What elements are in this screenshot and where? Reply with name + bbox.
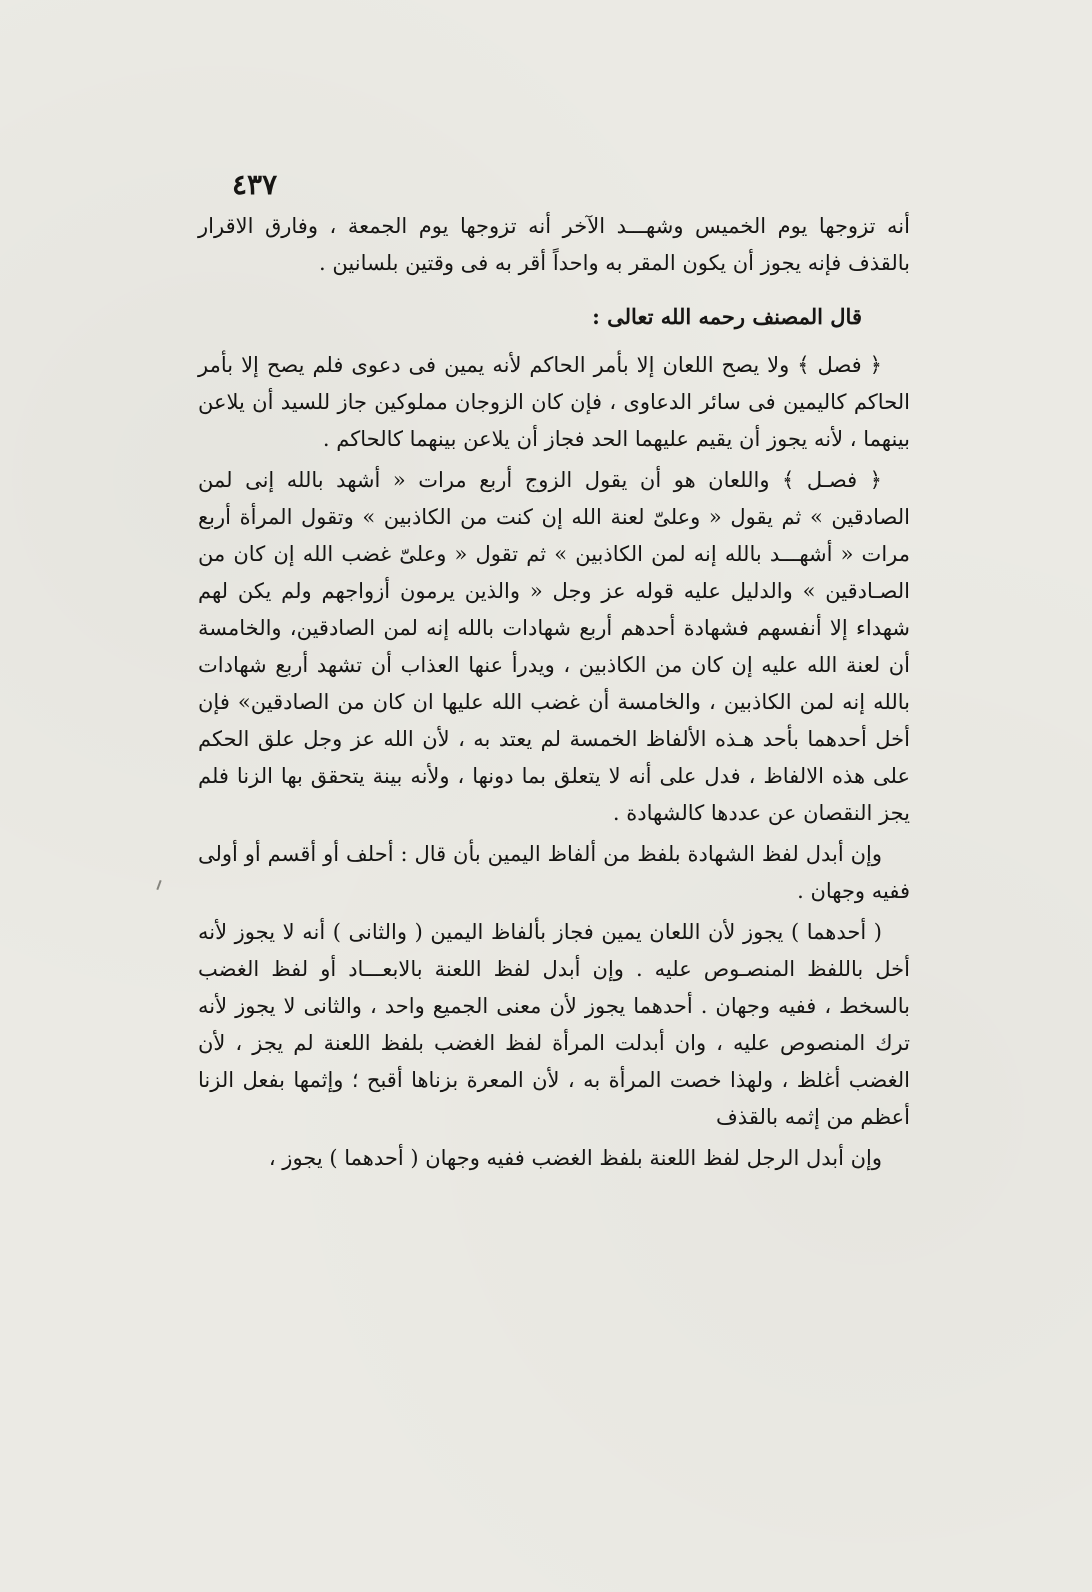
paragraph-fasl-1: ﴿ فصل ﴾ ولا يصح اللعان إلا بأمر الحاكم لأنه يمين فى دعوى فلم يصح إلا بأمر الحاكم كاليمين فى سائر الدعاوى ، فإن كان الزوجان مملوكين جاز للسيد أن يلاعن بينهما ، لأنه يجوز أن يقيم عليهما الحد فجاز أن يلاعن بينهما كالحاكم . xyxy=(198,353,910,451)
paragraph-continuation: أنه تزوجها يوم الخميس وشهـــد الآخر أنه تزوجها يوم الجمعة ، وفارق الاقرار بالقذف فإنه يجوز أن يكون المقر به واحداً أقر به فى وقتين بلسانين . xyxy=(198,214,910,275)
margin-mark xyxy=(156,880,161,890)
page-number: ٤٣٧ xyxy=(232,168,278,201)
paragraph-oath-substitution: وإن أبدل لفظ الشهادة بلفظ من ألفاظ اليمين بأن قال : أحلف أو أقسم أو أولى ففيه وجهان . xyxy=(198,842,910,903)
paragraph-final: وإن أبدل الرجل لفظ اللعنة بلفظ الغضب ففيه وجهان ( أحدهما ) يجوز ، xyxy=(268,1146,882,1170)
author-heading: قال المصنف رحمه الله تعالى : xyxy=(592,304,862,329)
paragraph-two-views: ( أحدهما ) يجوز لأن اللعان يمين فجاز بألفاظ اليمين ( والثانى ) أنه لا يجوز لأنه أخل باللفظ المنصـوص عليه . وإن أبدل لفظ اللعنة بالابعـــاد أو لفظ الغضب بالسخط ، ففيه وجهان . أحدهما يجوز لأن معنى الجميع واحد ، والثانى لا يجوز لأنه ترك المنصوص عليه ، وان أبدلت المرأة لفظ الغضب بلفظ اللعنة لم يجز ، لأن الغضب أغلظ ، ولهذا خصت المرأة به ، لأن المعرة بزناها أقبح ؛ وإثمها بفعل الزنا أعظم من إثمه بالقذف xyxy=(198,920,910,1129)
paragraph-fasl-2: ﴿ فصـل ﴾ واللعان هو أن يقول الزوج أربع مرات « أشهد بالله إنى لمن الصادقين » ثم يقول « وعلىّ لعنة الله إن كنت من الكاذبين » وتقول المرأة أربع مرات « أشهـــد بالله إنه لمن الكاذبين » ثم تقول « وعلىّ غضب الله إن كان من الصـادقين » والدليل عليه قوله عز وجل « والذين يرمون أزواجهم ولم يكن لهم شهداء إلا أنفسهم فشهادة أحدهم أربع شهادات بالله إنه لمن الصادقين، والخامسة أن لعنة الله عليه إن كان من الكاذبين ، ويدرأ عنها العذاب أن تشهد أربع شهادات بالله إنه لمن الكاذبين ، والخامسة أن غضب الله عليها ان كان من الصادقين» فإن أخل أحدهما بأحد هـذه الألفاظ الخمسة لم يعتد به ، لأن الله عز وجل علق الحكم على هذه الالفاظ ، فدل على أنه لا يتعلق بما دونها ، ولأنه بينة يتحقق بها الزنا فلم يجز النقصان عن عددها كالشهادة . xyxy=(198,468,910,825)
body-text xyxy=(198,208,910,1177)
